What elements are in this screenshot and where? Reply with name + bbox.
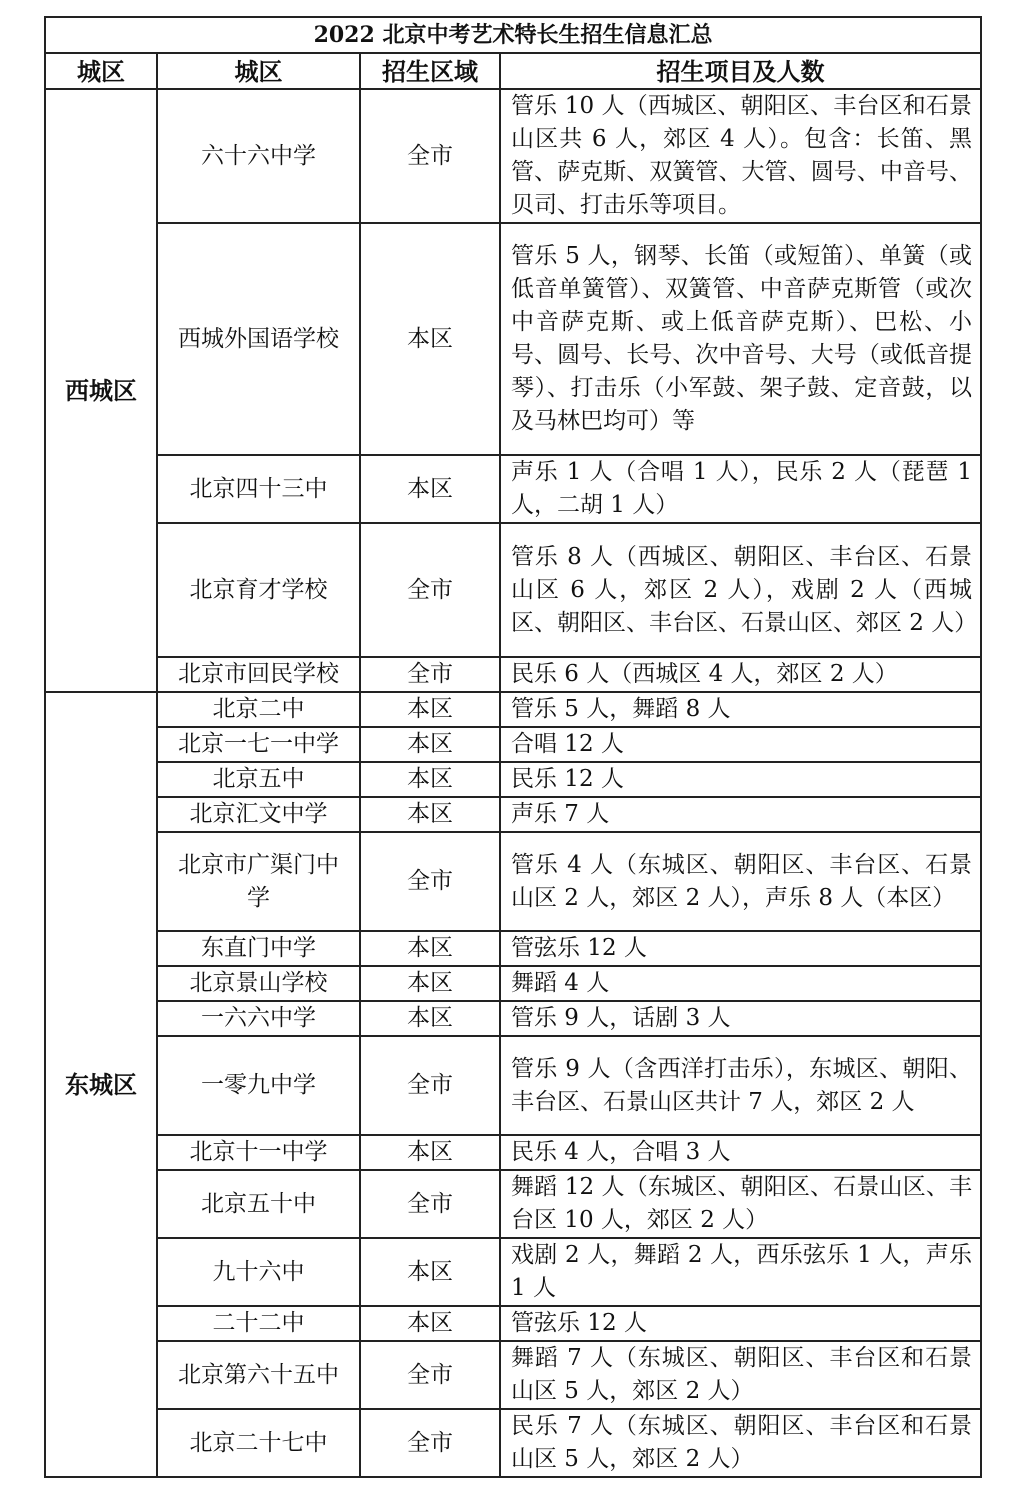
header-row [45, 53, 981, 89]
school-name-cell: 北京汇文中学 [157, 797, 360, 832]
table-row [45, 727, 981, 762]
table-row [45, 1036, 981, 1135]
table-row [45, 832, 981, 931]
project-detail-cell: 管弦乐 12 人 [500, 1306, 981, 1341]
school-name-cell: 北京二中 [157, 692, 360, 727]
project-detail-cell: 民乐 7 人（东城区、朝阳区、丰台区和石景山区 5 人，郊区 2 人） [500, 1409, 981, 1477]
table-row [45, 931, 981, 966]
school-name-cell: 北京四十三中 [157, 455, 360, 523]
recruit-area-cell: 本区 [360, 727, 500, 762]
school-name-cell: 二十二中 [157, 1306, 360, 1341]
recruit-area-cell: 全市 [360, 657, 500, 692]
table-row [45, 966, 981, 1001]
recruit-area-cell: 本区 [360, 223, 500, 455]
school-name-cell: 北京十一中学 [157, 1135, 360, 1170]
project-detail-cell: 声乐 7 人 [500, 797, 981, 832]
project-detail-cell: 民乐 12 人 [500, 762, 981, 797]
district-cell: 东城区 [45, 692, 157, 1477]
school-name-cell: 一六六中学 [157, 1001, 360, 1036]
table-row [45, 797, 981, 832]
project-detail-cell: 管乐 8 人（西城区、朝阳区、丰台区、石景山区 6 人，郊区 2 人），戏剧 2 人（西城区、朝阳区、丰台区、石景山区、郊区 2 人） [500, 523, 981, 657]
project-detail-cell: 管乐 4 人（东城区、朝阳区、丰台区、石景山区 2 人，郊区 2 人），声乐 8 人（本区） [500, 832, 981, 931]
table-body [45, 89, 981, 1477]
district-cell: 西城区 [45, 89, 157, 692]
recruit-area-cell: 本区 [360, 1306, 500, 1341]
table-row [45, 455, 981, 523]
school-name-cell: 北京市广渠门中学 [157, 832, 360, 931]
project-detail-cell: 民乐 6 人（西城区 4 人，郊区 2 人） [500, 657, 981, 692]
table-row [45, 89, 981, 223]
table-row [45, 1409, 981, 1477]
school-name-cell: 北京五十中 [157, 1170, 360, 1238]
school-name-cell: 东直门中学 [157, 931, 360, 966]
project-detail-cell: 合唱 12 人 [500, 727, 981, 762]
project-detail-cell: 管乐 9 人（含西洋打击乐），东城区、朝阳、丰台区、石景山区共计 7 人，郊区 2 人 [500, 1036, 981, 1135]
header-detail: 招生项目及人数 [500, 53, 981, 89]
header-school: 城区 [157, 53, 360, 89]
project-detail-cell: 声乐 1 人（合唱 1 人），民乐 2 人（琵琶 1 人，二胡 1 人） [500, 455, 981, 523]
table-row [45, 657, 981, 692]
school-name-cell: 北京第六十五中 [157, 1341, 360, 1409]
project-detail-cell: 管乐 9 人，话剧 3 人 [500, 1001, 981, 1036]
school-name-cell: 西城外国语学校 [157, 223, 360, 455]
school-name-cell: 北京一七一中学 [157, 727, 360, 762]
recruit-area-cell: 本区 [360, 1135, 500, 1170]
school-name-cell: 北京五中 [157, 762, 360, 797]
table-row [45, 1001, 981, 1036]
table-row [45, 1341, 981, 1409]
header-district: 城区 [45, 53, 157, 89]
recruit-area-cell: 本区 [360, 1001, 500, 1036]
recruit-area-cell: 全市 [360, 832, 500, 931]
enrollment-table [44, 16, 982, 1478]
recruit-area-cell: 全市 [360, 89, 500, 223]
project-detail-cell: 舞蹈 12 人（东城区、朝阳区、石景山区、丰台区 10 人，郊区 2 人） [500, 1170, 981, 1238]
school-name-cell: 北京景山学校 [157, 966, 360, 1001]
recruit-area-cell: 本区 [360, 692, 500, 727]
school-name-cell: 九十六中 [157, 1238, 360, 1306]
school-name-cell: 北京育才学校 [157, 523, 360, 657]
table-row [45, 692, 981, 727]
recruit-area-cell: 本区 [360, 762, 500, 797]
school-name-cell: 一零九中学 [157, 1036, 360, 1135]
table-row [45, 223, 981, 455]
recruit-area-cell: 全市 [360, 1036, 500, 1135]
school-name-cell: 六十六中学 [157, 89, 360, 223]
header-area: 招生区域 [360, 53, 500, 89]
recruit-area-cell: 本区 [360, 966, 500, 1001]
table-row [45, 1135, 981, 1170]
project-detail-cell: 管弦乐 12 人 [500, 931, 981, 966]
school-name-cell: 北京二十七中 [157, 1409, 360, 1477]
table-row [45, 1306, 981, 1341]
recruit-area-cell: 全市 [360, 1341, 500, 1409]
recruit-area-cell: 全市 [360, 1170, 500, 1238]
project-detail-cell: 管乐 10 人（西城区、朝阳区、丰台区和石景山区共 6 人，郊区 4 人）。包含：长笛、黑管、萨克斯、双簧管、大管、圆号、中音号、贝司、打击乐等项目。 [500, 89, 981, 223]
project-detail-cell: 舞蹈 4 人 [500, 966, 981, 1001]
recruit-area-cell: 本区 [360, 797, 500, 832]
recruit-area-cell: 全市 [360, 1409, 500, 1477]
project-detail-cell: 管乐 5 人，舞蹈 8 人 [500, 692, 981, 727]
school-name-cell: 北京市回民学校 [157, 657, 360, 692]
project-detail-cell: 舞蹈 7 人（东城区、朝阳区、丰台区和石景山区 5 人，郊区 2 人） [500, 1341, 981, 1409]
project-detail-cell: 戏剧 2 人，舞蹈 2 人，西乐弦乐 1 人，声乐 1 人 [500, 1238, 981, 1306]
project-detail-cell: 管乐 5 人，钢琴、长笛（或短笛）、单簧（或低音单簧管）、双簧管、中音萨克斯管（或次中音萨克斯、或上低音萨克斯）、巴松、小号、圆号、长号、次中音号、大号（或低音提琴）、打击乐（小军鼓、架子鼓、定音鼓，以及马林巴均可）等 [500, 223, 981, 455]
recruit-area-cell: 本区 [360, 931, 500, 966]
recruit-area-cell: 本区 [360, 1238, 500, 1306]
recruit-area-cell: 全市 [360, 523, 500, 657]
project-detail-cell: 民乐 4 人，合唱 3 人 [500, 1135, 981, 1170]
recruit-area-cell: 本区 [360, 455, 500, 523]
table-row [45, 1238, 981, 1306]
table-title: 2022 北京中考艺术特长生招生信息汇总 [45, 17, 981, 53]
table-row [45, 1170, 981, 1238]
table-row [45, 523, 981, 657]
table-row [45, 762, 981, 797]
